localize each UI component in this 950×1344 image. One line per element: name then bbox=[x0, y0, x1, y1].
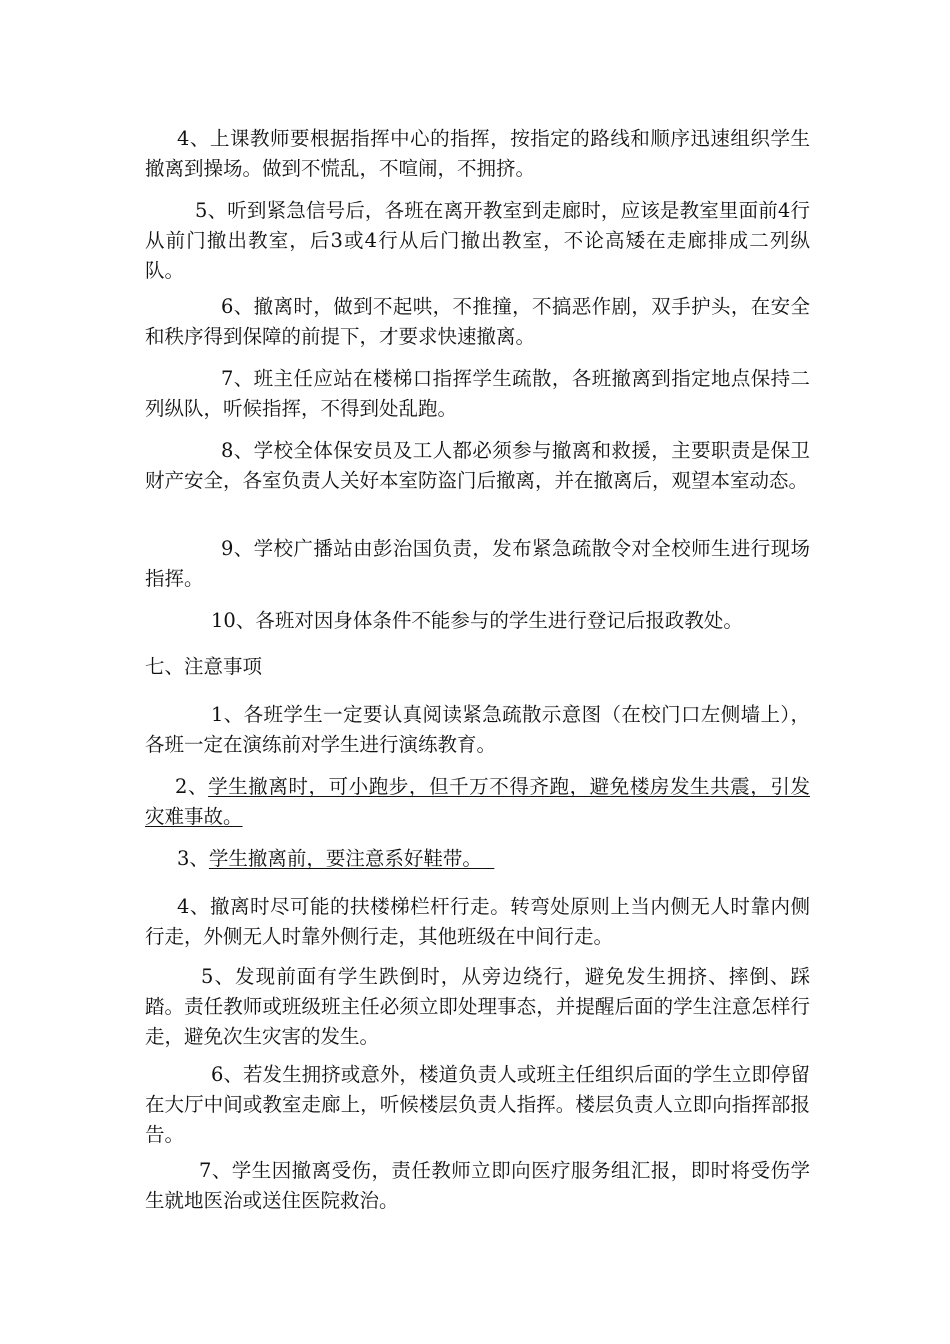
item-7-paragraph: 7、班主任应站在楼梯口指挥学生疏散，各班撤离到指定地点保持二列纵队，听候指挥，不得到处乱跑。 bbox=[145, 367, 810, 420]
note-5-paragraph: 5、发现前面有学生跌倒时，从旁边绕行，避免发生拥挤、摔倒、踩踏。责任教师或班级班主任必须立即处理事态，并提醒后面的学生注意怎样行走，避免次生灾害的发生。 bbox=[145, 965, 810, 1048]
note-6-paragraph: 6、若发生拥挤或意外，楼道负责人或班主任组织后面的学生立即停留在大厅中间或教室走廊上，听候楼层负责人指挥。楼层负责人立即向指挥部报告。 bbox=[145, 1063, 810, 1146]
note-4-paragraph: 4、撤离时尽可能的扶楼梯栏杆行走。转弯处原则上当内侧无人时靠内侧行走，外侧无人时靠外侧行走，其他班级在中间行走。 bbox=[145, 895, 810, 948]
note-1-paragraph: 1、各班学生一定要认真阅读紧急疏散示意图（在校门口左侧墙上），各班一定在演练前对学生进行演练教育。 bbox=[145, 703, 810, 756]
item-4-paragraph: 4、上课教师要根据指挥中心的指挥，按指定的路线和顺序迅速组织学生撤离到操场。做到不慌乱，不喧闹，不拥挤。 bbox=[145, 127, 810, 180]
item-5-paragraph: 5、听到紧急信号后，各班在离开教室到走廊时，应该是教室里面前4行从前门撤出教室，后3或4行从后门撤出教室，不论高矮在走廊排成二列纵队。 bbox=[145, 199, 810, 282]
item-9-paragraph: 9、学校广播站由彭治国负责，发布紧急疏散令对全校师生进行现场指挥。 bbox=[145, 537, 810, 590]
item-6-paragraph: 6、撤离时，做到不起哄，不推撞，不搞恶作剧，双手护头，在安全和秩序得到保障的前提下，才要求快速撤离。 bbox=[145, 295, 810, 348]
note-7-paragraph: 7、学生因撤离受伤，责任教师立即向医疗服务组汇报，即时将受伤学生就地医治或送住医院救治。 bbox=[145, 1159, 810, 1212]
section-heading-notes: 七、注意事项 bbox=[145, 655, 263, 678]
note-3-paragraph bbox=[145, 844, 810, 874]
item-8-paragraph: 8、学校全体保安员及工人都必须参与撤离和救援，主要职责是保卫财产安全，各室负责人关好本室防盗门后撤离，并在撤离后，观望本室动态。 bbox=[145, 439, 810, 492]
note-3-prefix: 3、 bbox=[177, 847, 209, 870]
note-2-underlined-text: 学生撤离时，可小跑步，但千万不得齐跑，避免楼房发生共震，引发灾难事故。 bbox=[145, 775, 810, 828]
note-2-paragraph bbox=[145, 772, 810, 832]
note-2-prefix: 2、 bbox=[175, 775, 209, 798]
note-3-underline-trail bbox=[482, 847, 494, 870]
item-10-paragraph: 10、各班对因身体条件不能参与的学生进行登记后报政教处。 bbox=[211, 609, 743, 632]
note-3-underlined-text: 学生撤离前，要注意系好鞋带。 bbox=[208, 847, 482, 870]
